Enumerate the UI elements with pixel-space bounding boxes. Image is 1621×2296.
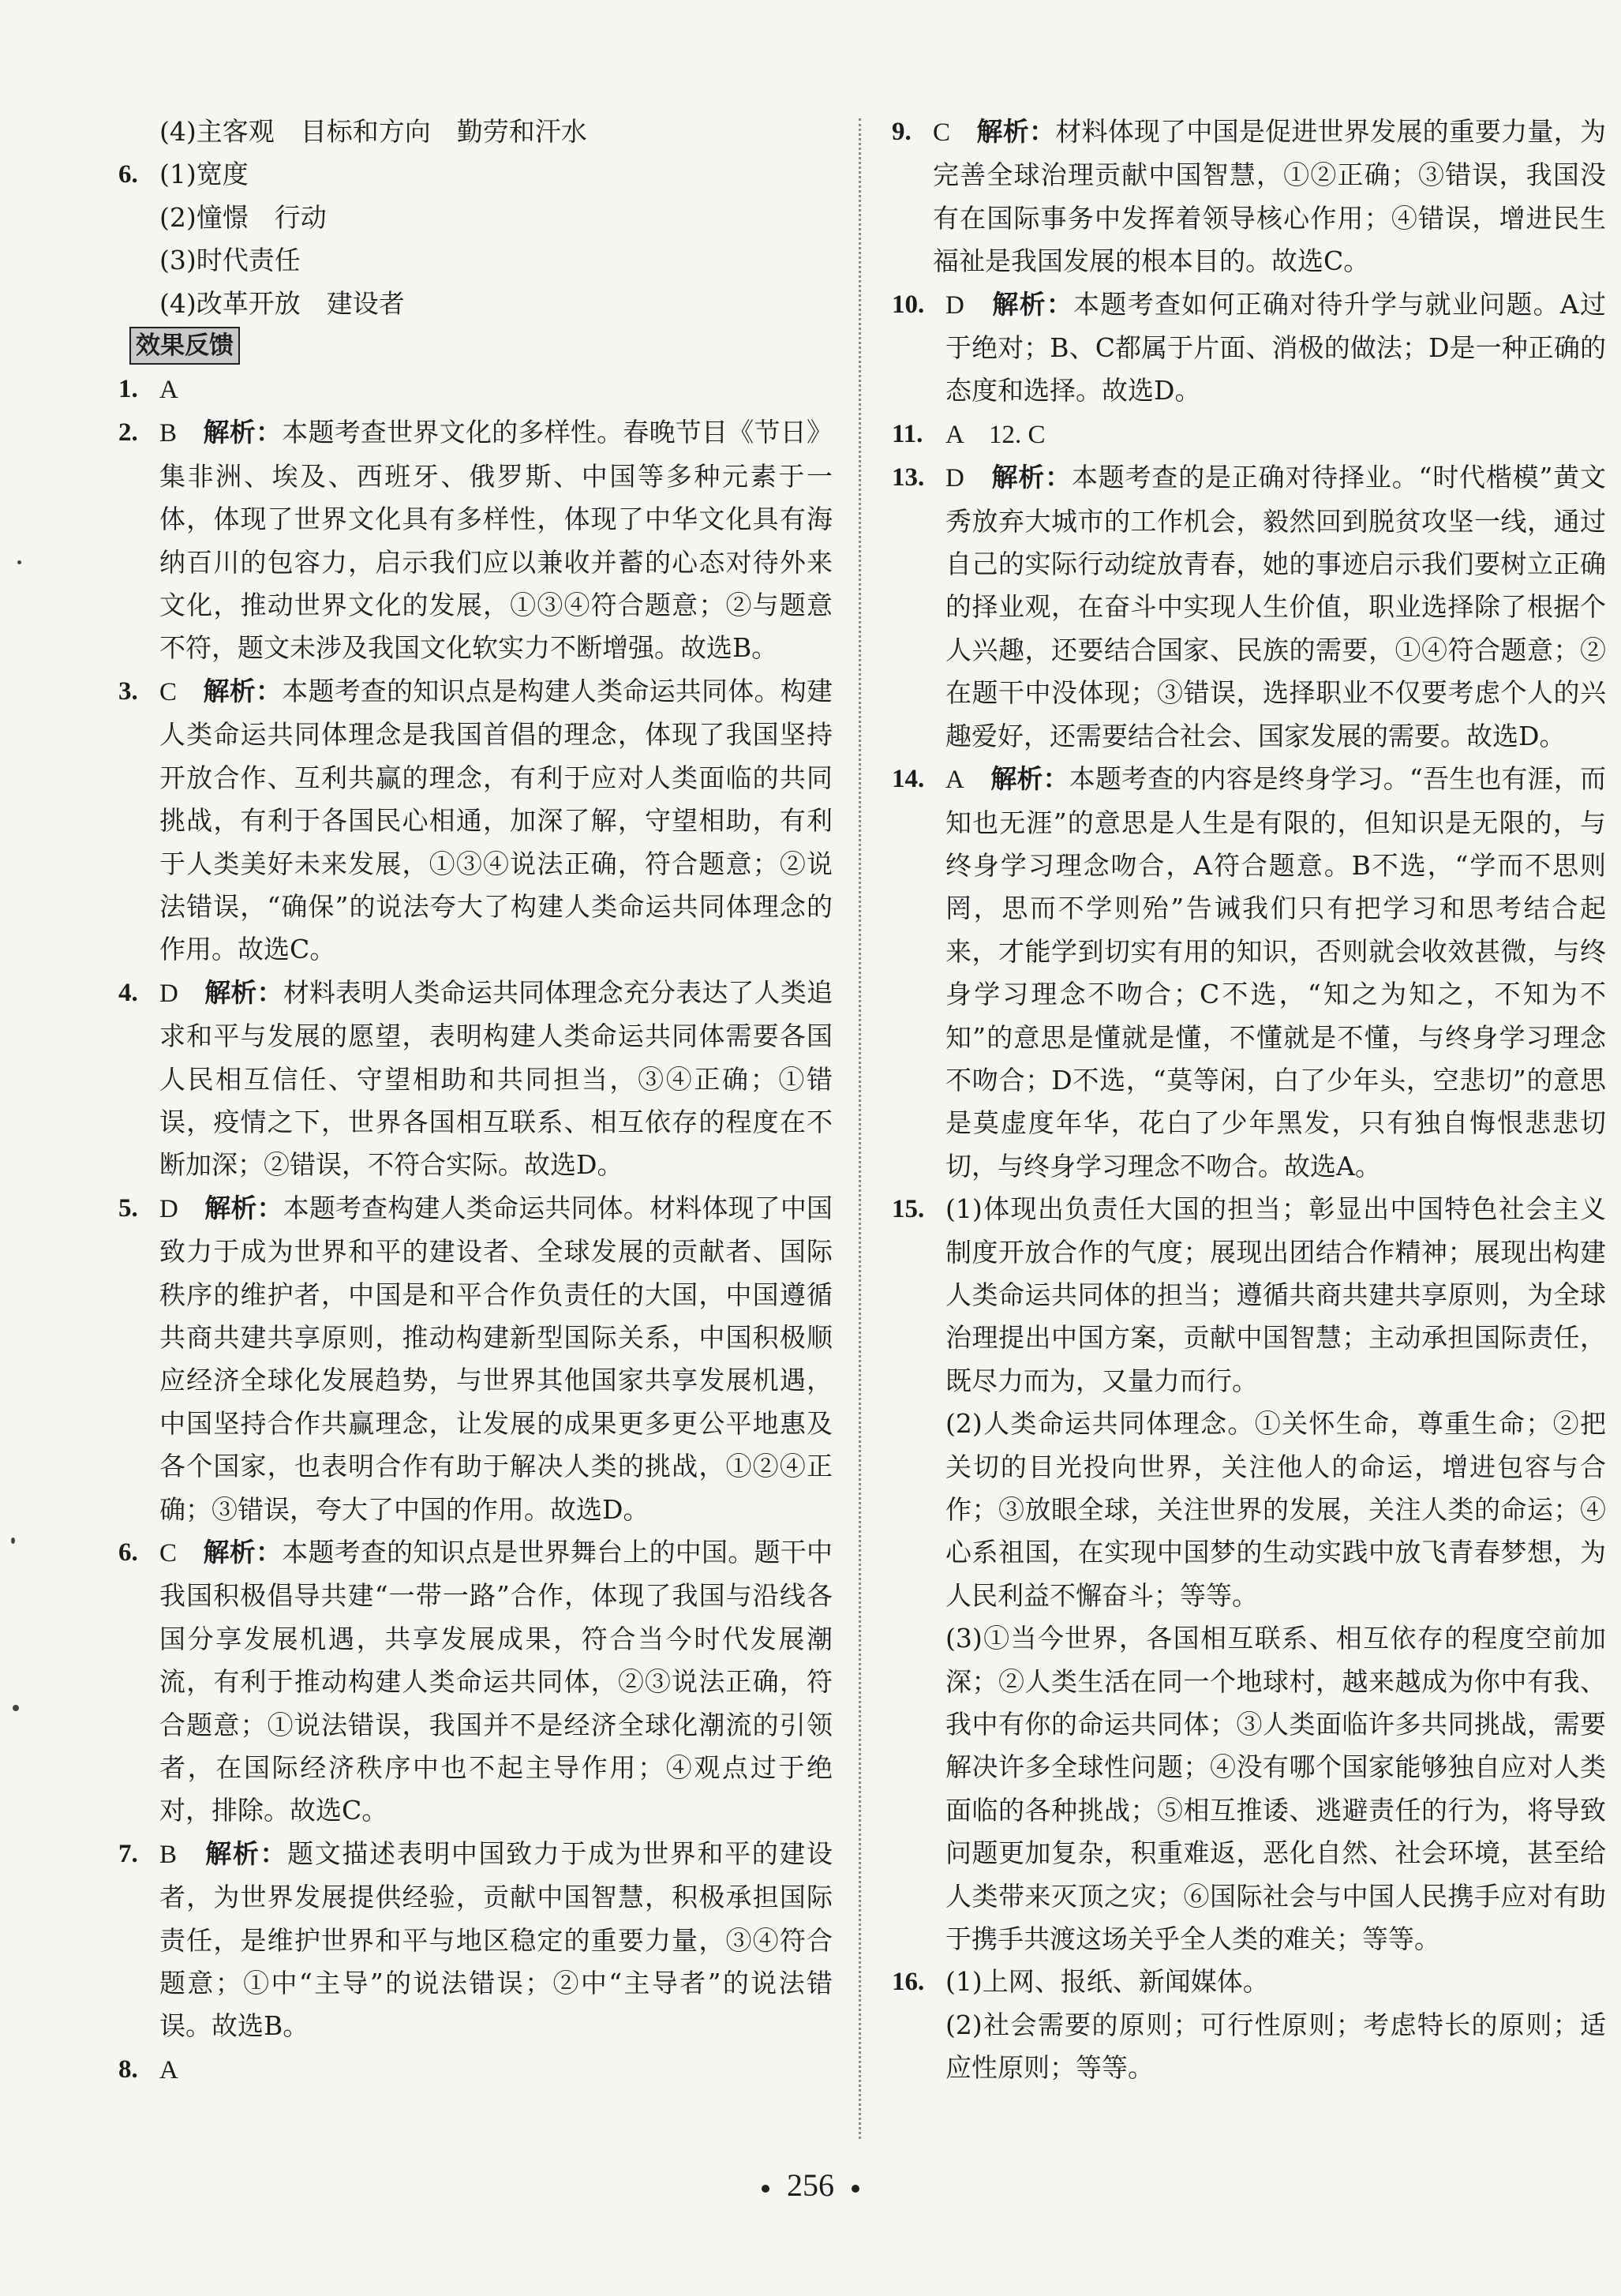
analysis-text: 题文描述表明中国致力于成为世界和平的建设者，为世界发展提供经验，贡献中国智慧，积极承担国际责任，是维护世界和平与地区稳定的重要力量，③④符合题意；①中“主导”的说法错误；②中“主导者”的说法错误。故选B。 <box>159 1837 833 2042</box>
question-13 <box>892 456 1606 758</box>
analysis-label: 解析： <box>976 116 1056 147</box>
analysis-label: 解析： <box>204 1192 283 1223</box>
question-number: 15. <box>892 1195 925 1224</box>
question-5 <box>118 1187 833 1531</box>
analysis-text: 本题考查的知识点是构建人类命运共同体。构建人类命运共同体理念是我国首倡的理念，体现了我国坚持开放合作、互利共赢的理念，有利于应对人类面临的共同挑战，有利于各国民心相通，加深了解，守望相助，有利于人类美好未来发展，①③④说法正确，符合题意；②说法错误，“确保”的说法夸大了构建人类命运共同体理念的作用。故选C。 <box>159 675 833 965</box>
bullet-icon <box>852 2185 859 2193</box>
analysis-label: 解析： <box>991 462 1072 493</box>
answer-letter: C <box>159 677 178 706</box>
question-number: 3. <box>118 676 138 706</box>
right-column <box>892 110 1606 2090</box>
question-number: 6. <box>118 160 138 189</box>
left-column <box>118 110 833 2092</box>
answer-letter: B <box>159 419 178 448</box>
question-number: 5. <box>118 1193 138 1223</box>
question-number: 9. <box>892 118 912 146</box>
analysis-label: 解析： <box>205 1837 288 1869</box>
analysis-text: 本题考查的内容是终身学习。“吾生也有涯，而知也无涯”的意思是人生是有限的，但知识是无限的，与终身学习理念吻合，A符合题意。B不选，“学而不思则罔，思而不学则殆”告诫我们只有把学习和思考结合起来，才能学到切实有用的知识，否则就会收效甚微，与终身学习理念不吻合；C不选，“知之为知之，不知为不知”的意思是懂就是懂，不懂就是不懂，与终身学习理念不吻合；D不选，“莫等闲，白了少年头，空悲切”的意思是莫虚度年华，花白了少年黑发，只有独自悔恨悲悲切切，与终身学习理念不吻合。故选A。 <box>945 763 1606 1182</box>
answer-letter: C <box>159 1539 178 1567</box>
page-number: 256 <box>787 2167 834 2203</box>
question-number: 4. <box>118 978 138 1007</box>
answer-letter: D <box>159 979 178 1008</box>
question-2 <box>118 411 833 669</box>
question-number: 10. <box>892 290 925 319</box>
analysis-label: 解析： <box>203 1537 283 1567</box>
question-8 <box>118 2048 833 2092</box>
question-number: 13. <box>892 463 925 493</box>
question-number: 14. <box>892 765 925 794</box>
question-15 <box>892 1188 1606 1403</box>
analysis-label: 解析： <box>990 763 1069 795</box>
question-number: 2. <box>118 418 138 448</box>
scan-speck <box>17 560 21 564</box>
question-10 <box>892 283 1606 413</box>
answer-letter: A <box>945 766 964 795</box>
analysis-text: 本题考查构建人类命运共同体。材料体现了中国致力于成为世界和平的建设者、全球发展的贡献者、国际秩序的维护者，中国是和平合作负责任的大国，中国遵循共商共建共享原则，推动构建新型国际关系，中国积极顺应经济全球化发展趋势，与世界其他国家共享发展机遇，中国坚持合作共赢理念，让发展的成果更多更公平地惠及各个国家，也表明合作有助于解决人类的挑战，①②④正确；③错误，夸大了中国的作用。故选D。 <box>159 1192 833 1525</box>
question-3 <box>118 670 833 972</box>
analysis-text: 本题考查如何正确对待升学与就业问题。A过于绝对；B、C都属于片面、消极的做法；D是一种正确的态度和选择。故选D。 <box>945 288 1607 406</box>
column-divider <box>859 118 861 2139</box>
answer-letter: D <box>159 1194 178 1223</box>
answer-line: (1)宽度 <box>159 159 249 190</box>
answer-paragraph: (2)社会需要的原则；可行性原则；考虑特长的原则；适应性原则；等等。 <box>945 2009 1606 2084</box>
answer-line: (3)时代责任 <box>159 245 301 276</box>
question-1 <box>118 368 833 411</box>
question-6b <box>118 1531 833 1833</box>
analysis-text: 材料体现了中国是促进世界发展的重要力量，为完善全球治理贡献中国智慧，①②正确；③错误，我国没有在国际事务中发挥着领导核心作用；④错误，增进民生福祉是我国发展的根本目的。故选C。 <box>933 116 1607 277</box>
answer-letter: A <box>159 376 178 405</box>
answer-paragraph: (2)人类命运共同体理念。①关怀生命，尊重生命；②把关切的目光投向世界，关注他人的命运，增进包容与合作；③放眼全球，关注世界的发展，关注人类的命运；④心系祖国，在实现中国梦的生动实践中放飞青春梦想，为人民利益不懈奋斗；等等。 <box>945 1408 1606 1611</box>
question-16 <box>892 1961 1606 2003</box>
question-11-12 <box>892 413 1606 456</box>
question-4 <box>118 972 833 1187</box>
section-title: 效果反馈 <box>129 327 240 365</box>
scan-speck <box>11 1538 15 1544</box>
question-number: 8. <box>118 2054 138 2084</box>
bullet-icon <box>762 2185 769 2193</box>
answer-paragraph: (1)体现出负责任大国的担当；彰显出中国特色社会主义制度开放合作的气度；展现出团结合作精神；展现出构建人类命运共同体的担当；遵循共商共建共享原则，为全球治理提出中国方案，贡献中国智慧；主动承担国际责任，既尽力而为，又量力而行。 <box>945 1193 1606 1396</box>
answer-paragraph: (1)上网、报纸、新闻媒体。 <box>945 1966 1269 1998</box>
question-number: 16. <box>892 1968 925 1997</box>
question-number: 6. <box>118 1538 138 1567</box>
answer-letter: B <box>159 1840 178 1869</box>
answer-letter: C <box>933 118 951 147</box>
answer-line: (4)改革开放 建设者 <box>159 287 405 319</box>
question-9 <box>892 110 1606 283</box>
answer-letter: D <box>945 290 964 320</box>
answer-letter: D <box>945 464 964 493</box>
analysis-text: 本题考查的是正确对待择业。“时代楷模”黄文秀放弃大城市的工作机会，毅然回到脱贫攻坚一线，通过自己的实际行动绽放青春，她的事迹启示我们要树立正确的择业观，在奋斗中实现人生价值，职业选择除了根据个人兴趣，还要结合国家、民族的需要，①④符合题意；②在题干中没体现；③错误，选择职业不仅要考虑个人的兴趣爱好，还需要结合社会、国家发展的需要。故选D。 <box>945 462 1607 751</box>
scan-speck <box>13 1705 19 1711</box>
question-7 <box>118 1833 833 2048</box>
question-number: 11. <box>892 419 923 448</box>
question-number: 1. <box>118 375 138 404</box>
q5-part4-line: (4)主客观 目标和方向 勤劳和汗水 <box>159 116 587 147</box>
answer-letter: A <box>159 2055 178 2084</box>
answer-letter: A 12. C <box>945 420 1046 449</box>
question-6 <box>118 153 833 196</box>
analysis-label: 解析： <box>203 675 283 706</box>
analysis-text: 本题考查世界文化的多样性。春晚节目《节日》集非洲、埃及、西班牙、俄罗斯、中国等多种元素于一体，体现了世界文化具有多样性，体现了中华文化具有海纳百川的包容力，启示我们应以兼收并蓄的心态对待外来文化，推动世界文化的发展，①③④符合题意；②与题意不符，题文未涉及我国文化软实力不断增强。故选B。 <box>159 417 833 664</box>
analysis-text: 材料表明人类命运共同体理念充分表达了人类追求和平与发展的愿望，表明构建人类命运共同体需要各国人民相互信任、守望相助和共同担当，③④正确；①错误，疫情之下，世界各国相互联系、相互依存的程度在不断加深；②错误，不符合实际。故选D。 <box>159 976 833 1181</box>
analysis-label: 解析： <box>204 976 283 1008</box>
analysis-text: 本题考查的知识点是世界舞台上的中国。题干中我国积极倡导共建“一带一路”合作，体现了我国与沿线各国分享发展机遇，共享发展成果，符合当今时代发展潮流，有利于推动构建人类命运共同体，②③说法正确，符合题意；①说法错误，我国并不是经济全球化潮流的引领者，在国际经济秩序中也不起主导作用；④观点过于绝对，排除。故选C。 <box>159 1537 833 1826</box>
analysis-label: 解析： <box>992 288 1074 320</box>
answer-line: (2)憧憬 行动 <box>159 201 327 233</box>
page-number-footer <box>0 2167 1621 2204</box>
answer-paragraph: (3)①当今世界，各国相互联系、相互依存的程度空前加深；②人类生活在同一个地球村，越来越成为你中有我、我中有你的命运共同体；③人类面临许多共同挑战，需要解决许多全球性问题；④没有哪个国家能够独自应对人类面临的各种挑战；⑤相互推诿、逃避责任的行为，将导致问题更加复杂，积重难返，恶化自然、社会环境，甚至给人类带来灭顶之灾；⑥国际社会与中国人民携手应对有助于携手共渡这场关乎全人类的难关；等等。 <box>945 1623 1606 1955</box>
analysis-label: 解析： <box>203 417 283 448</box>
question-14 <box>892 758 1606 1188</box>
question-number: 7. <box>118 1839 138 1868</box>
